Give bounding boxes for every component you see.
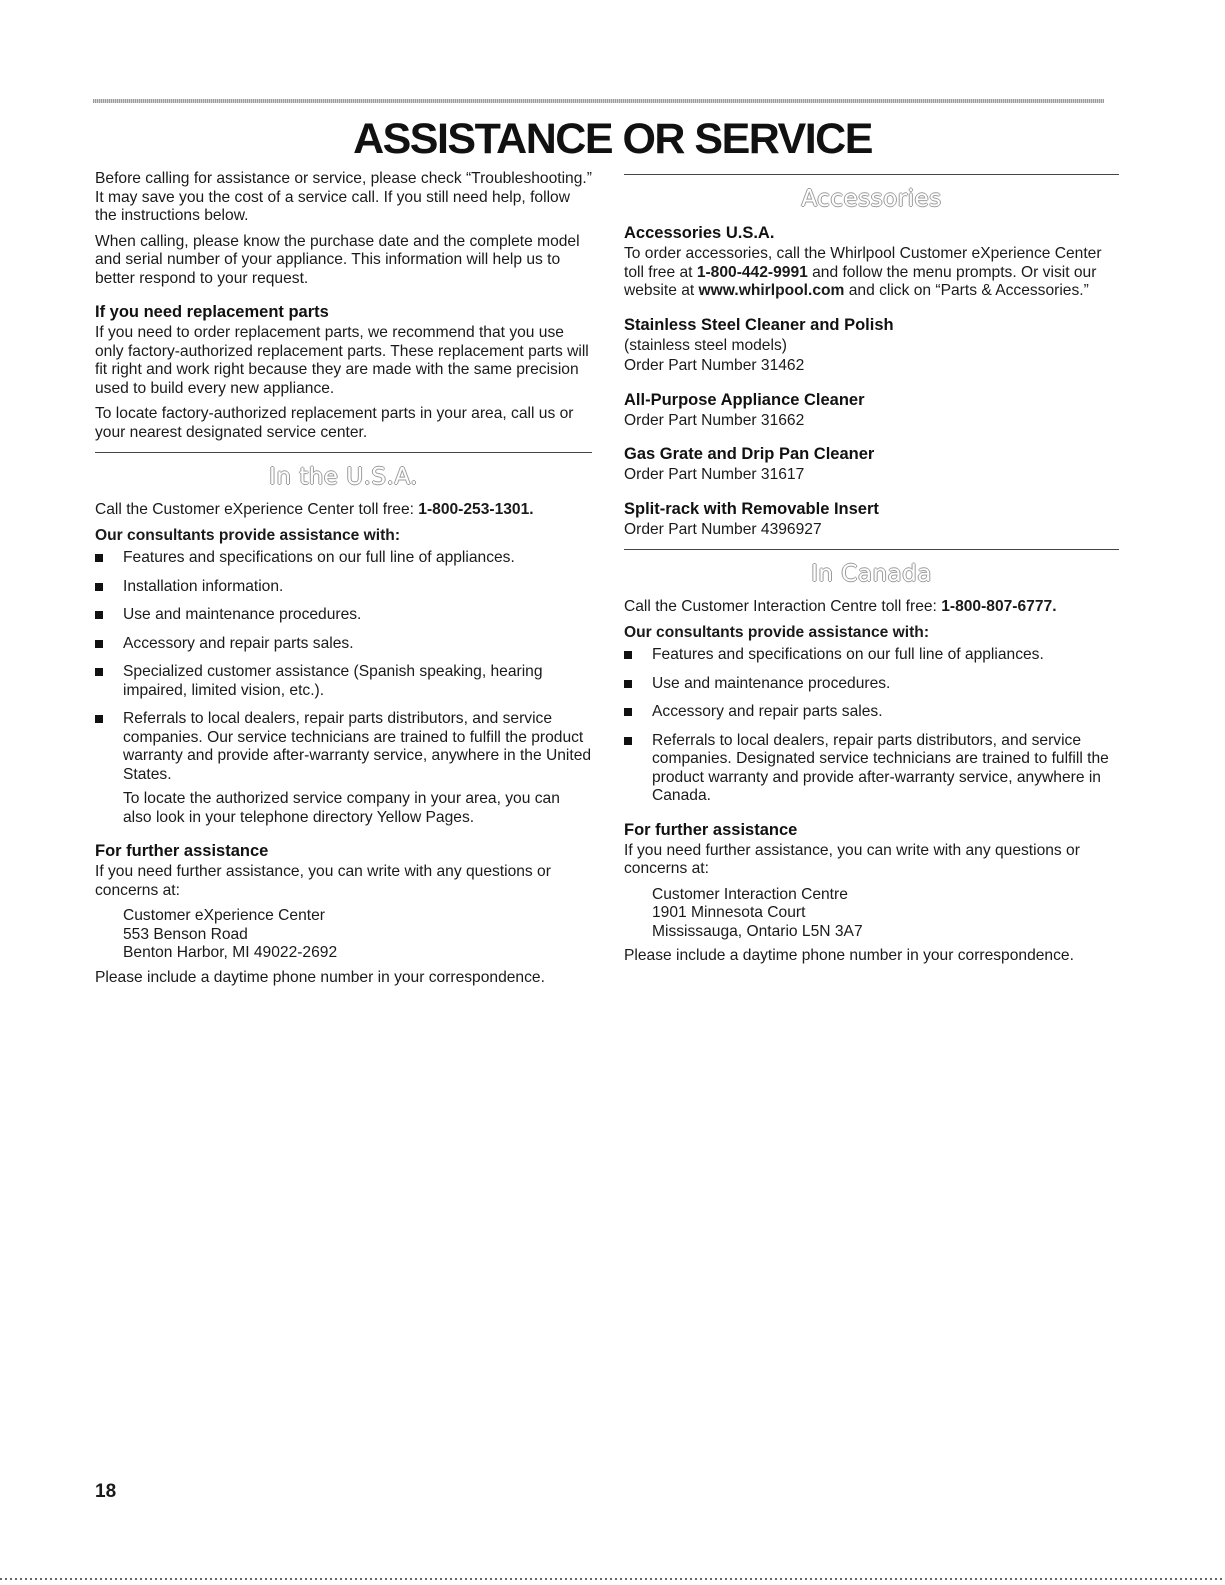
list-item: Accessory and repair parts sales. — [624, 703, 1119, 722]
further-assistance-paragraph: If you need further assistance, you can write with any questions or concerns at: — [95, 863, 551, 899]
section-divider — [624, 174, 1119, 175]
square-bullet-icon — [624, 708, 632, 716]
square-bullet-icon — [624, 680, 632, 688]
bottom-decorative-rule — [0, 1578, 1225, 1580]
usa-section-title: In the U.S.A. — [269, 464, 418, 490]
address-line: Customer Interaction Centre — [652, 885, 848, 903]
top-decorative-rule — [93, 99, 1104, 103]
canada-section-title: In Canada — [811, 561, 932, 587]
list-item: Accessory and repair parts sales. — [95, 635, 592, 654]
square-bullet-icon — [95, 611, 103, 619]
square-bullet-icon — [624, 651, 632, 659]
list-item: Installation information. — [95, 578, 592, 597]
address-line: 553 Benson Road — [123, 925, 248, 943]
product-name: All-Purpose Appliance Cleaner — [624, 390, 865, 409]
further-assistance-paragraph: If you need further assistance, you can write with any questions or concerns at: — [624, 841, 1080, 877]
square-bullet-icon — [95, 668, 103, 676]
accessories-section-title: Accessories — [801, 186, 942, 212]
product-part-number: Order Part Number 31462 — [624, 357, 805, 374]
right-column — [624, 170, 1119, 973]
canada-consultants-heading: Our consultants provide assistance with: — [624, 623, 930, 641]
usa-call-line: Call the Customer eXperience Center toll free: 1-800-253-1301. — [95, 501, 534, 518]
list-item: Use and maintenance procedures. — [95, 606, 592, 625]
accessories-usa-heading: Accessories U.S.A. — [624, 224, 775, 242]
list-item: Features and specifications on our full line of appliances. — [95, 549, 592, 568]
product-part-number: Order Part Number 31617 — [624, 466, 805, 483]
list-item: Specialized customer assistance (Spanish speaking, hearing impaired, limited vision, etc.). — [95, 663, 592, 700]
usa-phone-number: 1-800-253-1301. — [418, 501, 534, 518]
replacement-parts-heading: If you need replacement parts — [95, 303, 329, 321]
list-item: Features and specifications on our full line of appliances. — [624, 646, 1119, 665]
usa-consultants-heading: Our consultants provide assistance with: — [95, 526, 401, 544]
square-bullet-icon — [95, 640, 103, 648]
left-column — [95, 170, 592, 994]
intro-paragraph: When calling, please know the purchase date and the complete model and serial number of your appliance. This information will help us to better respond to your request. — [95, 232, 580, 287]
canada-assistance-list — [624, 646, 1119, 806]
replacement-parts-paragraph: To locate factory-authorized replacement parts in your area, call us or your nearest designated service center. — [95, 405, 574, 441]
address-line: 1901 Minnesota Court — [652, 904, 806, 921]
product-part-number: Order Part Number 31662 — [624, 411, 805, 429]
further-assistance-heading: For further assistance — [624, 820, 798, 839]
address-line: Customer eXperience Center — [123, 907, 325, 924]
canada-call-line: Call the Customer Interaction Centre toll free: 1-800-807-6777. — [624, 598, 1057, 615]
replacement-parts-paragraph: If you need to order replacement parts, we recommend that you use only factory-authorized replacement parts. These replacement parts will fit right and work right because they are made with the same precision used to build every new appliance. — [95, 324, 589, 397]
mailing-address — [624, 886, 1119, 942]
phone-note: Please include a daytime phone number in your correspondence. — [624, 947, 1074, 964]
address-line: Benton Harbor, MI 49022-2692 — [123, 944, 338, 961]
intro-paragraph: Before calling for assistance or service, please check “Troubleshooting.” It may save you the cost of a service call. If you still need help, follow the instructions below. — [95, 170, 592, 224]
section-divider — [95, 452, 592, 453]
square-bullet-icon — [95, 715, 103, 723]
section-divider — [624, 549, 1119, 550]
website-link[interactable]: www.whirlpool.com — [698, 282, 845, 299]
accessories-phone-number: 1-800-442-9991 — [696, 263, 808, 281]
list-item: Use and maintenance procedures. — [624, 675, 1119, 694]
canada-phone-number: 1-800-807-6777. — [941, 598, 1057, 615]
mailing-address — [95, 907, 592, 963]
product-name: Gas Grate and Drip Pan Cleaner — [624, 445, 875, 463]
list-item: Referrals to local dealers, repair parts distributors, and service companies. Designated service technicians are trained to fulfill the product warranty and provide after-warranty service, anywhere in Canada. — [624, 732, 1119, 806]
square-bullet-icon — [624, 737, 632, 745]
page-title: ASSISTANCE OR SERVICE — [353, 115, 872, 163]
product-name: Split-rack with Removable Insert — [624, 499, 879, 518]
product-name: Stainless Steel Cleaner and Polish — [624, 315, 894, 334]
square-bullet-icon — [95, 583, 103, 591]
square-bullet-icon — [95, 554, 103, 562]
usa-assistance-list — [95, 549, 592, 784]
accessories-usa-paragraph: To order accessories, call the Whirlpool Customer eXperience Center toll free at 1-800-442-9991 and follow the menu prompts. Or visit our website at www.whirlpool.com and click on “Parts & Accessories.” — [624, 245, 1102, 299]
list-item: Referrals to local dealers, repair parts distributors, and service companies. Our service technicians are trained to fulfill the product warranty and provide after-warranty service, anywhere in the United States. — [95, 710, 592, 784]
further-assistance-heading: For further assistance — [95, 842, 269, 860]
page-number: 18 — [95, 1481, 117, 1502]
usa-locate-paragraph: To locate the authorized service company in your area, you can also look in your telephone directory Yellow Pages. — [123, 790, 560, 826]
phone-note: Please include a daytime phone number in your correspondence. — [95, 968, 545, 986]
address-line: Mississauga, Ontario L5N 3A7 — [652, 922, 863, 940]
product-part-number: Order Part Number 4396927 — [624, 520, 822, 538]
product-note: (stainless steel models) — [624, 336, 787, 354]
